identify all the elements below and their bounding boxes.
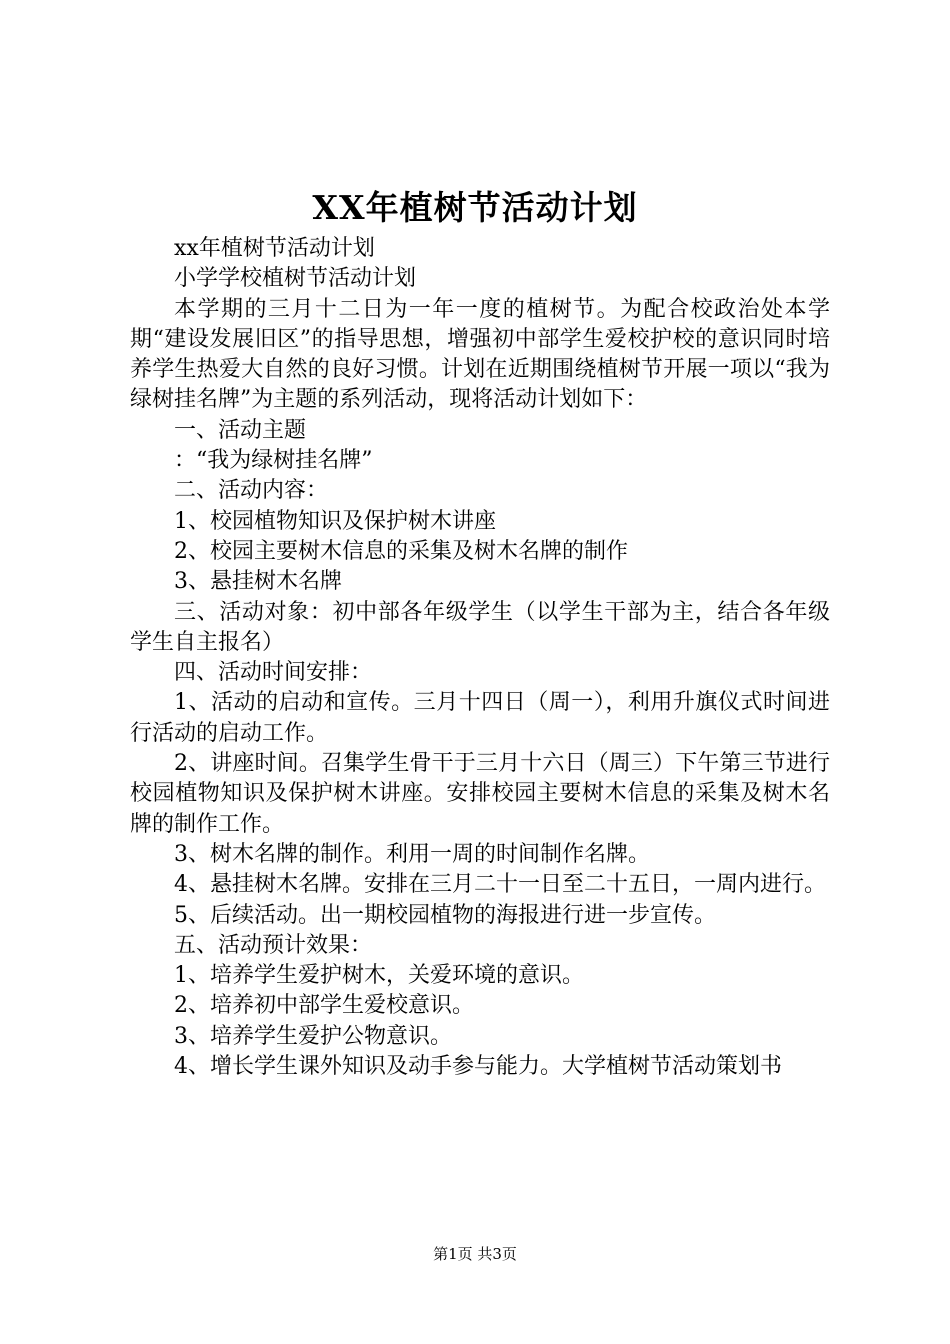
document-title: XX年植树节活动计划 xyxy=(312,188,638,227)
paragraph-theme: ：“我为绿树挂名牌” xyxy=(174,448,373,474)
list-item-effect-3: 3、培养学生爱护公物意识。 xyxy=(174,1023,452,1049)
list-item-content-1: 1、校园植物知识及保护树木讲座 xyxy=(174,508,496,534)
paragraph-intro: 本学期的三月十二日为一年一度的植树节。为配合校政治处本学期“建设发展旧区”的指导思想，增强初中部学生爱校护校的意识同时培养学生热爱大自然的良好习惯。计划在近期围绕植树节开展一项以“我为绿树挂名牌”为主题的系列活动，现将活动计划如下： xyxy=(130,296,830,413)
page-number: 第1页 共3页 xyxy=(433,1245,517,1263)
section-heading-effect: 五、活动预计效果： xyxy=(174,932,373,958)
section-heading-schedule: 四、活动时间安排： xyxy=(174,660,373,686)
list-item-schedule-2: 2、讲座时间。召集学生骨干于三月十六日（周三）下午第三节进行校园植物知识及保护树木讲座。安排校园主要树木信息的采集及树木名牌的制作工作。 xyxy=(130,751,830,837)
paragraph-subtitle-2: 小学学校植树节活动计划 xyxy=(174,266,417,292)
list-item-effect-2: 2、培养初中部学生爱校意识。 xyxy=(174,993,474,1019)
section-heading-target: 三、活动对象：初中部各年级学生（以学生干部为主，结合各年级学生自主报名） xyxy=(130,599,830,655)
list-item-schedule-1: 1、活动的启动和宣传。三月十四日（周一），利用升旗仪式时间进行活动的启动工作。 xyxy=(130,690,830,746)
list-item-schedule-3: 3、树木名牌的制作。利用一周的时间制作名牌。 xyxy=(174,841,650,867)
document-body xyxy=(130,234,830,1082)
section-heading-content: 二、活动内容： xyxy=(174,478,329,504)
section-heading-theme: 一、活动主题 xyxy=(174,417,307,443)
paragraph-subtitle-1: xx年植树节活动计划 xyxy=(174,236,375,261)
list-item-content-2: 2、校园主要树木信息的采集及树木名牌的制作 xyxy=(174,538,628,564)
list-item-schedule-4: 4、悬挂树木名牌。安排在三月二十一日至二十五日，一周内进行。 xyxy=(174,872,826,898)
list-item-schedule-5: 5、后续活动。出一期校园植物的海报进行进一步宣传。 xyxy=(174,902,716,928)
list-item-content-3: 3、悬挂树木名牌 xyxy=(174,569,342,595)
list-item-effect-1: 1、培养学生爱护树木，关爱环境的意识。 xyxy=(174,963,584,989)
list-item-effect-4: 4、增长学生课外知识及动手参与能力。大学植树节活动策划书 xyxy=(174,1054,782,1080)
